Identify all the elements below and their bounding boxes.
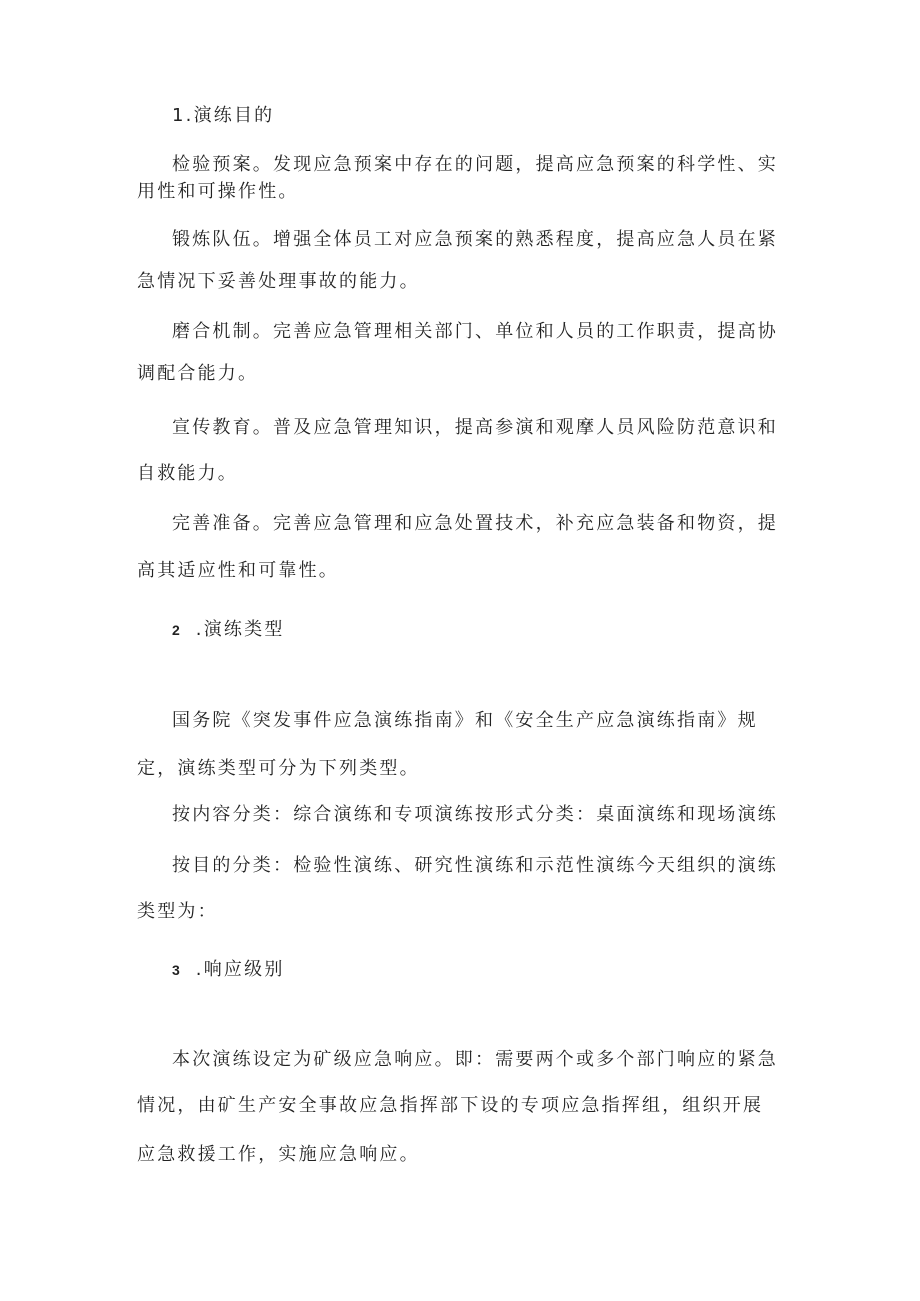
section-title: .演练类型 <box>195 619 285 640</box>
section-number: 2 <box>172 622 180 638</box>
section-title: .响应级别 <box>195 959 285 980</box>
paragraph-line: 宣传教育。普及应急管理知识，提高参演和观摩人员风险防范意识和 <box>172 417 778 438</box>
paragraph-line: 检验预案。发现应急预案中存在的问题，提高应急预案的科学性、实 <box>172 154 778 175</box>
paragraph-line: 调配合能力。 <box>137 363 259 384</box>
paragraph-line: 锻炼队伍。增强全体员工对应急预案的熟悉程度，提高应急人员在紧 <box>172 229 778 250</box>
paragraph-line: 应急救援工作，实施应急响应。 <box>137 1144 420 1165</box>
paragraph-line: 本次演练设定为矿级应急响应。即：需要两个或多个部门响应的紧急 <box>172 1049 778 1070</box>
paragraph-line: 类型为： <box>137 901 218 922</box>
paragraph-line: 用性和可操作性。 <box>137 181 299 202</box>
section-heading-types <box>172 618 285 642</box>
paragraph-line: 情况，由矿生产安全事故应急指挥部下设的专项应急指挥组，组织开展 <box>137 1095 764 1116</box>
paragraph-line: 自救能力。 <box>137 463 238 484</box>
paragraph-line: 定，演练类型可分为下列类型。 <box>137 758 420 779</box>
section-number: 3 <box>172 962 180 978</box>
paragraph-line: 高其适应性和可靠性。 <box>137 560 339 581</box>
paragraph-line: 按目的分类：检验性演练、研究性演练和示范性演练今天组织的演练 <box>172 855 778 876</box>
section-heading-response-level <box>172 958 285 982</box>
paragraph-line: 磨合机制。完善应急管理相关部门、单位和人员的工作职责，提高协 <box>172 321 778 342</box>
paragraph-line: 国务院《突发事件应急演练指南》和《安全生产应急演练指南》规 <box>172 710 758 731</box>
paragraph-line: 急情况下妥善处理事故的能力。 <box>137 271 420 292</box>
paragraph-line: 按内容分类：综合演练和专项演练按形式分类：桌面演练和现场演练 <box>172 804 778 825</box>
section-heading-purpose: 1.演练目的 <box>172 105 275 126</box>
paragraph-line: 完善准备。完善应急管理和应急处置技术，补充应急装备和物资，提 <box>172 513 778 534</box>
